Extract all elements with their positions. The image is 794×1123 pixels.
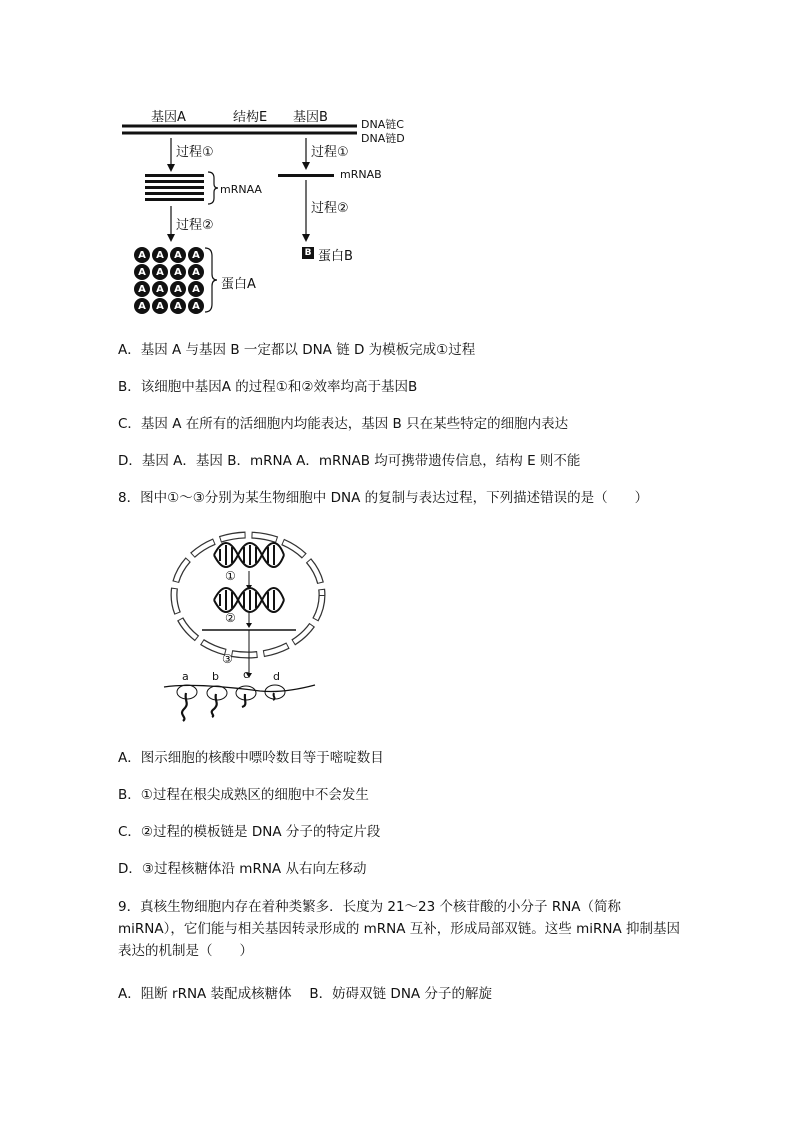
protein-a-circle-icon: A <box>188 281 204 297</box>
protein-a-circle-icon: A <box>170 281 186 297</box>
protein-a-circle-icon: A <box>170 298 186 314</box>
arrow-down-icon <box>167 164 175 172</box>
structure-e-label: 结构E <box>233 110 268 125</box>
mrna-a-label: mRNAA <box>220 183 262 196</box>
q8-stem: 8．图中①～③分别为某生物细胞中 DNA 的复制与表达过程，下列描述错误的是（ ） <box>118 490 649 506</box>
cell-diagram-graphics <box>150 525 340 725</box>
q7-option-a: A．基因 A 与基因 B 一定都以 DNA 链 D 为模板完成①过程 <box>118 342 476 358</box>
protein-a-circle-icon: A <box>152 298 168 314</box>
q7-option-d: D．基因 A．基因 B．mRNA A．mRNAB 均可携带遗传信息，结构 E 则不能 <box>118 453 581 469</box>
protein-a-circle-icon: A <box>152 247 168 263</box>
ribosome-label-b: b <box>212 670 219 683</box>
brace <box>208 172 218 204</box>
mrna-b-line <box>278 174 334 177</box>
protein-a-circle-icon: A <box>188 247 204 263</box>
protein-a-circle-icon: A <box>134 281 150 297</box>
arrow-down-icon <box>302 234 310 242</box>
dna-helix-icon <box>214 543 284 567</box>
brace <box>205 248 217 312</box>
process-1-marker: ① <box>225 569 236 583</box>
ribosome-label-d: d <box>273 670 280 683</box>
q8-option-c: C．②过程的模板链是 DNA 分子的特定片段 <box>118 824 381 840</box>
q8-option-a: A．图示细胞的核酸中嘌呤数目等于嘧啶数目 <box>118 750 384 766</box>
gene-b-label: 基因B <box>293 110 328 125</box>
q7-option-b: B．该细胞中基因A 的过程①和②效率均高于基因B <box>118 379 418 395</box>
protein-a-circle-icon: A <box>134 264 150 280</box>
process1-right-label: 过程① <box>311 145 349 160</box>
protein-a-circle-icon: A <box>152 281 168 297</box>
process2-right-label: 过程② <box>311 201 349 216</box>
protein-a-circle-icon: A <box>188 298 204 314</box>
ribosome-label-c: c <box>243 668 250 681</box>
q8-option-d: D．③过程核糖体沿 mRNA 从右向左移动 <box>118 861 367 877</box>
protein-a-circle-icon: A <box>170 247 186 263</box>
gene-a-label: 基因A <box>151 110 186 125</box>
mrna-a-stack <box>145 174 204 201</box>
figure1-graphics <box>0 0 794 330</box>
process-3-marker: ③ <box>222 652 233 666</box>
dna-c-label: DNA链C <box>361 118 404 131</box>
protein-a-circle-icon: A <box>170 264 186 280</box>
process1-left-label: 过程① <box>176 145 214 160</box>
protein-a-circle-icon: A <box>134 247 150 263</box>
q7-option-c: C．基因 A 在所有的活细胞内均能表达，基因 B 只在某些特定的细胞内表达 <box>118 416 569 432</box>
protein-a-label: 蛋白A <box>221 277 256 292</box>
q9-options-line: A．阻断 rRNA 装配成核糖体 B．妨碍双链 DNA 分子的解旋 <box>118 986 492 1002</box>
process2-left-label: 过程② <box>176 218 214 233</box>
arrow-down-icon <box>302 162 310 170</box>
protein-b-square-letter: B <box>304 248 312 258</box>
mrna-b-label: mRNAB <box>340 168 382 181</box>
protein-a-circle-icon: A <box>188 264 204 280</box>
process-2-marker: ② <box>225 611 236 625</box>
q9-stem: 9．真核生物细胞内存在着种类繁多．长度为 21～23 个核苷酸的小分子 RNA（简称 miRNA），它们能与相关基因转录形成的 mRNA 互补，形成局部双链。这些 miRNA 抑制基因表达的机制是（ ） <box>118 899 681 959</box>
dna-helix-icon <box>214 588 284 612</box>
protein-a-circle-icon: A <box>152 264 168 280</box>
protein-a-circle-icon: A <box>134 298 150 314</box>
protein-a-grid <box>134 247 206 315</box>
dna-d-label: DNA链D <box>361 132 405 145</box>
protein-b-label: 蛋白B <box>318 249 353 264</box>
arrow-down-icon <box>167 234 175 242</box>
q8-option-b: B．①过程在根尖成熟区的细胞中不会发生 <box>118 787 369 803</box>
ribosome-label-a: a <box>182 670 189 683</box>
